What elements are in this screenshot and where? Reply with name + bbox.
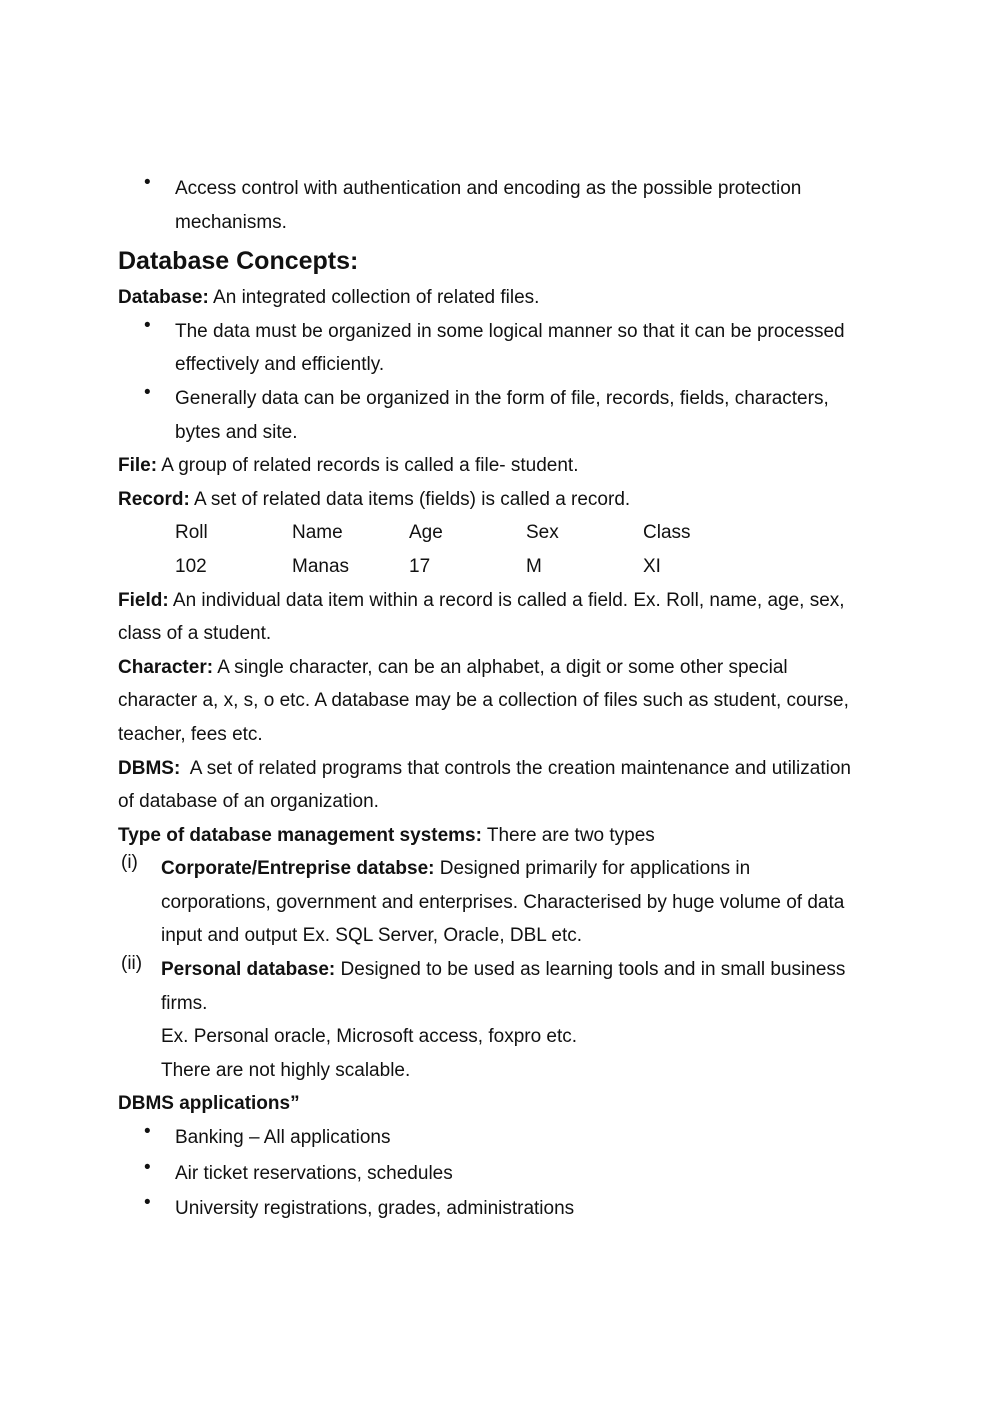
file-text: A group of related records is called a file- student. [157,455,579,477]
dbms-definition-cont: of database of an organization. [118,791,379,813]
dbms-text: A set of related programs that controls the creation maintenance and utilization [180,757,851,779]
item-text [161,852,874,886]
record-value-cell: 17 [409,555,431,577]
database-definition [118,281,874,315]
item-text-cont: input and output Ex. SQL Server, Oracle, DBL etc. [161,925,583,947]
record-value-cell: XI [643,555,661,577]
record-value-cell: 102 [175,555,207,577]
bullet-access-control [118,172,874,239]
bullet-dot: • [144,314,151,336]
record-header-cell: Age [409,522,443,544]
bullet-text-cont: effectively and efficiently. [175,354,385,376]
record-text: A set of related data items (fields) is called a record. [189,488,631,510]
item-text-cont: There are not highly scalable. [161,1059,411,1081]
bullet-text: University registrations, grades, administrations [175,1198,575,1220]
applications-term: DBMS applications” [118,1093,300,1115]
record-header-cell: Sex [526,522,559,544]
record-value-row [175,550,874,584]
section-heading: Database Concepts: [118,247,359,276]
types-term: Type of database management systems: [118,824,482,846]
item-number: (ii) [121,953,143,975]
bullet-university [118,1192,874,1226]
item-term: Corporate/Entreprise databse: [161,858,435,880]
bullet-text: Banking – All applications [175,1127,391,1149]
field-text: An individual data item within a record is called a field. Ex. Roll, name, age, sex, [168,589,845,611]
file-definition [118,449,874,483]
bullet-text-cont: bytes and site. [175,421,298,443]
bullet-dot: • [144,172,151,193]
bullet-forms [118,382,874,449]
bullet-dot: • [144,1156,151,1178]
item-text-cont: firms. [161,992,208,1014]
field-definition [118,584,874,618]
character-term: Character: [118,656,214,678]
item-desc: Designed primarily for applications in [434,858,751,880]
type-item-personal [118,953,874,1087]
record-value-cell: Manas [292,555,350,577]
record-header-cell: Class [643,522,691,544]
database-term: Database: [118,287,209,309]
character-definition-cont: teacher, fees etc. [118,723,263,745]
file-term: File: [118,455,158,477]
field-definition-cont: class of a student. [118,623,272,645]
field-term: Field: [118,589,169,611]
item-text-cont: corporations, government and enterprises. Characterised by huge volume of data [161,891,845,913]
item-term: Personal database: [161,959,336,981]
record-definition [118,483,874,517]
bullet-text: Generally data can be organized in the form of file, records, fields, characters, [175,387,829,409]
types-definition [118,819,874,853]
bullet-text: Air ticket reservations, schedules [175,1162,453,1184]
character-definition-cont: character a, x, s, o etc. A database may be a collection of files such as student, course, [118,690,849,712]
item-text [161,953,874,987]
record-value-cell: M [526,555,542,577]
bullet-air-ticket [118,1157,874,1191]
item-desc: Designed to be used as learning tools and in small business [335,959,846,981]
dbms-term: DBMS: [118,757,181,779]
database-text: An integrated collection of related files. [208,287,540,309]
bullet-banking [118,1121,874,1155]
bullet-text: Access control with authentication and encoding as the possible protection [175,178,802,199]
bullet-dot: • [144,1192,151,1214]
bullet-dot: • [144,381,151,403]
record-header-cell: Roll [175,522,208,544]
bullet-text: The data must be organized in some logical manner so that it can be processed [175,320,845,342]
dbms-definition [118,752,874,786]
type-item-corporate [118,852,874,953]
record-header-row [175,516,874,550]
character-definition [118,651,874,685]
types-text: There are two types [481,824,655,846]
item-number: (i) [121,852,138,874]
record-example-table [175,516,874,583]
applications-heading [118,1087,874,1121]
bullet-text-cont: mechanisms. [175,211,287,233]
record-header-cell: Name [292,522,343,544]
record-term: Record: [118,488,190,510]
document-page [118,172,874,1228]
character-text: A single character, can be an alphabet, a digit or some other special [213,656,788,678]
bullet-organized [118,315,874,382]
bullet-dot: • [144,1121,151,1143]
item-text-cont: Ex. Personal oracle, Microsoft access, foxpro etc. [161,1026,578,1048]
